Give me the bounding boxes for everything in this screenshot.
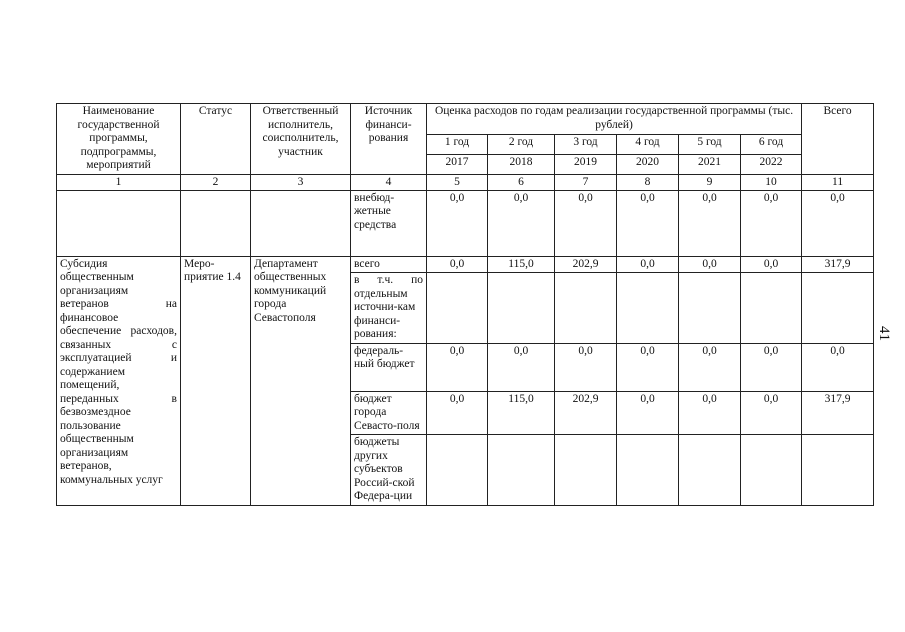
value-cell — [741, 435, 802, 506]
total-cell — [802, 273, 874, 344]
source-cell: бюджеты других субъектов Россий-ской Федера-ции — [351, 435, 427, 506]
column-numbers-row — [57, 174, 874, 190]
column-number: 1 — [57, 174, 181, 190]
value-cell: 0,0 — [427, 391, 488, 435]
subsidy-responsible: Департамент общественных коммуникаций города Севастополя — [251, 256, 351, 505]
value-cell: 0,0 — [741, 190, 802, 256]
column-number: 5 — [427, 174, 488, 190]
value-cell — [427, 273, 488, 344]
empty-cell — [181, 190, 251, 256]
value-cell: 0,0 — [427, 343, 488, 391]
header-estimate: Оценка расходов по годам реализации государственной программы (тыс. рублей) — [427, 104, 802, 135]
header-source: Источник финанси-рования — [351, 104, 427, 175]
year-label: 6 год — [741, 135, 802, 155]
header-responsible: Ответственный исполнитель, соисполнитель, участник — [251, 104, 351, 175]
column-number: 10 — [741, 174, 802, 190]
column-number: 7 — [555, 174, 617, 190]
year-value: 2022 — [741, 154, 802, 174]
column-number: 3 — [251, 174, 351, 190]
table-row — [57, 256, 874, 273]
column-number: 11 — [802, 174, 874, 190]
value-cell: 0,0 — [617, 391, 679, 435]
value-cell: 0,0 — [427, 190, 488, 256]
value-cell — [555, 435, 617, 506]
header-total: Всего — [802, 104, 874, 175]
total-cell: 0,0 — [802, 190, 874, 256]
value-cell: 202,9 — [555, 391, 617, 435]
value-cell — [741, 273, 802, 344]
empty-cell — [251, 190, 351, 256]
value-cell — [617, 273, 679, 344]
source-cell: бюджет города Севасто-поля — [351, 391, 427, 435]
budget-table — [56, 103, 874, 506]
value-cell — [679, 273, 741, 344]
value-cell: 0,0 — [488, 190, 555, 256]
column-number: 2 — [181, 174, 251, 190]
value-cell — [679, 435, 741, 506]
year-value: 2021 — [679, 154, 741, 174]
value-cell: 0,0 — [741, 256, 802, 273]
value-cell: 0,0 — [679, 343, 741, 391]
header-row — [57, 104, 874, 135]
total-cell: 0,0 — [802, 343, 874, 391]
subsidy-status: Меро-приятие 1.4 — [181, 256, 251, 505]
value-cell: 0,0 — [617, 256, 679, 273]
column-number: 6 — [488, 174, 555, 190]
total-cell — [802, 435, 874, 506]
value-cell: 0,0 — [679, 190, 741, 256]
header-name: Наименование государственной программы, подпрограммы, мероприятий — [57, 104, 181, 175]
page-number: 41 — [876, 326, 892, 341]
table-row — [57, 190, 874, 256]
value-cell — [555, 273, 617, 344]
column-number: 9 — [679, 174, 741, 190]
value-cell: 0,0 — [555, 190, 617, 256]
year-value: 2018 — [488, 154, 555, 174]
value-cell: 0,0 — [741, 343, 802, 391]
value-cell — [488, 273, 555, 344]
value-cell: 0,0 — [488, 343, 555, 391]
subsidy-name: Субсидия общественным организациям ветеранов на финансовое обеспечение расходов, связанных с эксплуатацией и содержанием помещений, переданных в безвозмездное пользование общественным организациям ветеранов, коммунальных услуг — [57, 256, 181, 505]
value-cell: 0,0 — [617, 343, 679, 391]
year-value: 2020 — [617, 154, 679, 174]
column-number: 8 — [617, 174, 679, 190]
value-cell: 0,0 — [427, 256, 488, 273]
source-cell: внебюд-жетные средства — [351, 190, 427, 256]
value-cell: 0,0 — [679, 391, 741, 435]
value-cell: 202,9 — [555, 256, 617, 273]
year-label: 2 год — [488, 135, 555, 155]
total-cell: 317,9 — [802, 391, 874, 435]
value-cell — [488, 435, 555, 506]
value-cell: 115,0 — [488, 391, 555, 435]
value-cell — [617, 435, 679, 506]
empty-cell — [57, 190, 181, 256]
column-number: 4 — [351, 174, 427, 190]
year-value: 2019 — [555, 154, 617, 174]
year-label: 4 год — [617, 135, 679, 155]
value-cell: 115,0 — [488, 256, 555, 273]
year-label: 1 год — [427, 135, 488, 155]
value-cell: 0,0 — [617, 190, 679, 256]
value-cell: 0,0 — [741, 391, 802, 435]
source-cell: всего — [351, 256, 427, 273]
year-label: 5 год — [679, 135, 741, 155]
total-cell: 317,9 — [802, 256, 874, 273]
year-label: 3 год — [555, 135, 617, 155]
year-value: 2017 — [427, 154, 488, 174]
source-cell: в т.ч. по отдельным источни-кам финанси-рования: — [351, 273, 427, 344]
header-status: Статус — [181, 104, 251, 175]
source-cell: федераль-ный бюджет — [351, 343, 427, 391]
value-cell: 0,0 — [679, 256, 741, 273]
value-cell: 0,0 — [555, 343, 617, 391]
value-cell — [427, 435, 488, 506]
